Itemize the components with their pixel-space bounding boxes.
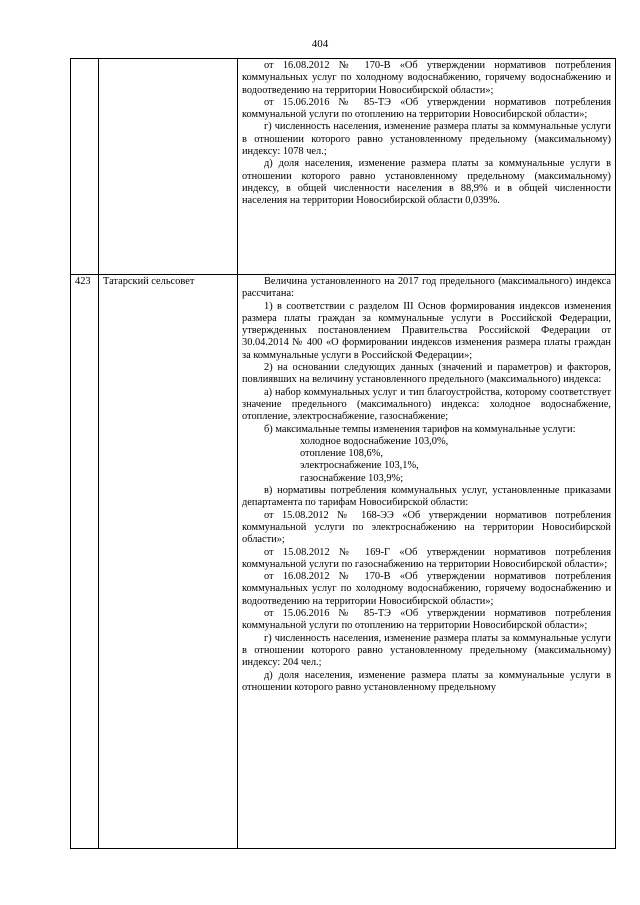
- tariff-line: газоснабжение 103,9%;: [300, 472, 404, 484]
- paragraph: д) доля населения, изменение размера платы за коммунальные услуги в отношении которого равно установленному предельному (максимальному) индексу, в общей численности населения в 88,9% и в общей численности населения на территории Новосибирской области 0,039%.: [242, 158, 611, 207]
- row-text-cell: [238, 59, 616, 275]
- paragraph: от 15.08.2012 № 169-Г «Об утверждении нормативов потребления коммунальной услуги по газоснабжению на территории Новосибирской области»;: [242, 546, 611, 570]
- tariff-line: холодное водоснабжение 103,0%,: [300, 435, 449, 447]
- paragraph: 1) в соответствии с разделом III Основ формирования индексов изменения размера платы граждан за коммунальные услуги в Российской Федерации, утвержденных постановлением Правительства Российской Федерации от 30.04.2014 № 400 «О формировании индексов изменения размера платы граждан за коммунальные услуги в Российской Федерации»;: [242, 300, 611, 361]
- paragraph: г) численность населения, изменение размера платы за коммунальные услуги в отношении которого равно установленному предельному (максимальному) индексу: 204 чел.;: [242, 632, 611, 669]
- row-number-cell: [71, 59, 99, 275]
- paragraph: Величина установленного на 2017 год предельного (максимального) индекса рассчитана:: [242, 276, 611, 300]
- table-row: [71, 275, 616, 849]
- paragraph: д) доля населения, изменение размера платы за коммунальные услуги в отношении которого равно установленному предельному: [242, 669, 611, 693]
- paragraph: в) нормативы потребления коммунальных услуг, установленные приказами департамента по тарифам Новосибирской области:: [242, 485, 611, 509]
- tariff-line: электроснабжение 103,1%,: [300, 460, 419, 472]
- paragraph: от 16.08.2012 № 170-В «Об утверждении нормативов потребления коммунальных услуг по холодному водоснабжению, горячему водоснабжению и водоотведению на территории Новосибирской области»;: [242, 571, 611, 607]
- row-name-cell: [99, 59, 238, 275]
- paragraph: 2) на основании следующих данных (значений и параметров) и факторов, повлиявших на величину установленного предельного (максимального) индекса:: [242, 362, 611, 386]
- paragraph: от 15.06.2016 № 85-ТЭ «Об утверждении нормативов потребления коммунальной услуги по отоплению на территории Новосибирской области»;: [242, 96, 611, 121]
- row-name-cell: Татарский сельсовет: [99, 275, 238, 849]
- tariff-line: отопление 108,6%,: [300, 448, 383, 460]
- document-table: [70, 58, 616, 849]
- row-text-cell: [238, 275, 616, 849]
- paragraph: от 15.06.2016 № 85-ТЭ «Об утверждении нормативов потребления коммунальной услуги по отоплению на территории Новосибирской области»;: [242, 608, 611, 632]
- table-row: [71, 59, 616, 275]
- paragraph: б) максимальные темпы изменения тарифов на коммунальные услуги:: [264, 423, 576, 435]
- paragraph: а) набор коммунальных услуг и тип благоустройства, которому соответствует значение предельного (максимального) индекса: холодное водоснабжение, отопление, электроснабжение, газоснабжение;: [242, 386, 611, 423]
- paragraph: от 15.08.2012 № 168-ЭЭ «Об утверждении нормативов потребления коммунальной услуги по электроснабжению на территории Новосибирской области»;: [242, 509, 611, 546]
- page-number: 404: [311, 38, 329, 50]
- row-number-cell: 423: [71, 275, 99, 849]
- paragraph: г) численность населения, изменение размера платы за коммунальные услуги в отношении которого равно установленному предельному (максимальному) индексу: 1078 чел.;: [242, 121, 611, 158]
- paragraph: от 16.08.2012 № 170-В «Об утверждении нормативов потребления коммунальных услуг по холодному водоснабжению, горячему водоснабжению и водоотведению на территории Новосибирской области»;: [242, 60, 611, 96]
